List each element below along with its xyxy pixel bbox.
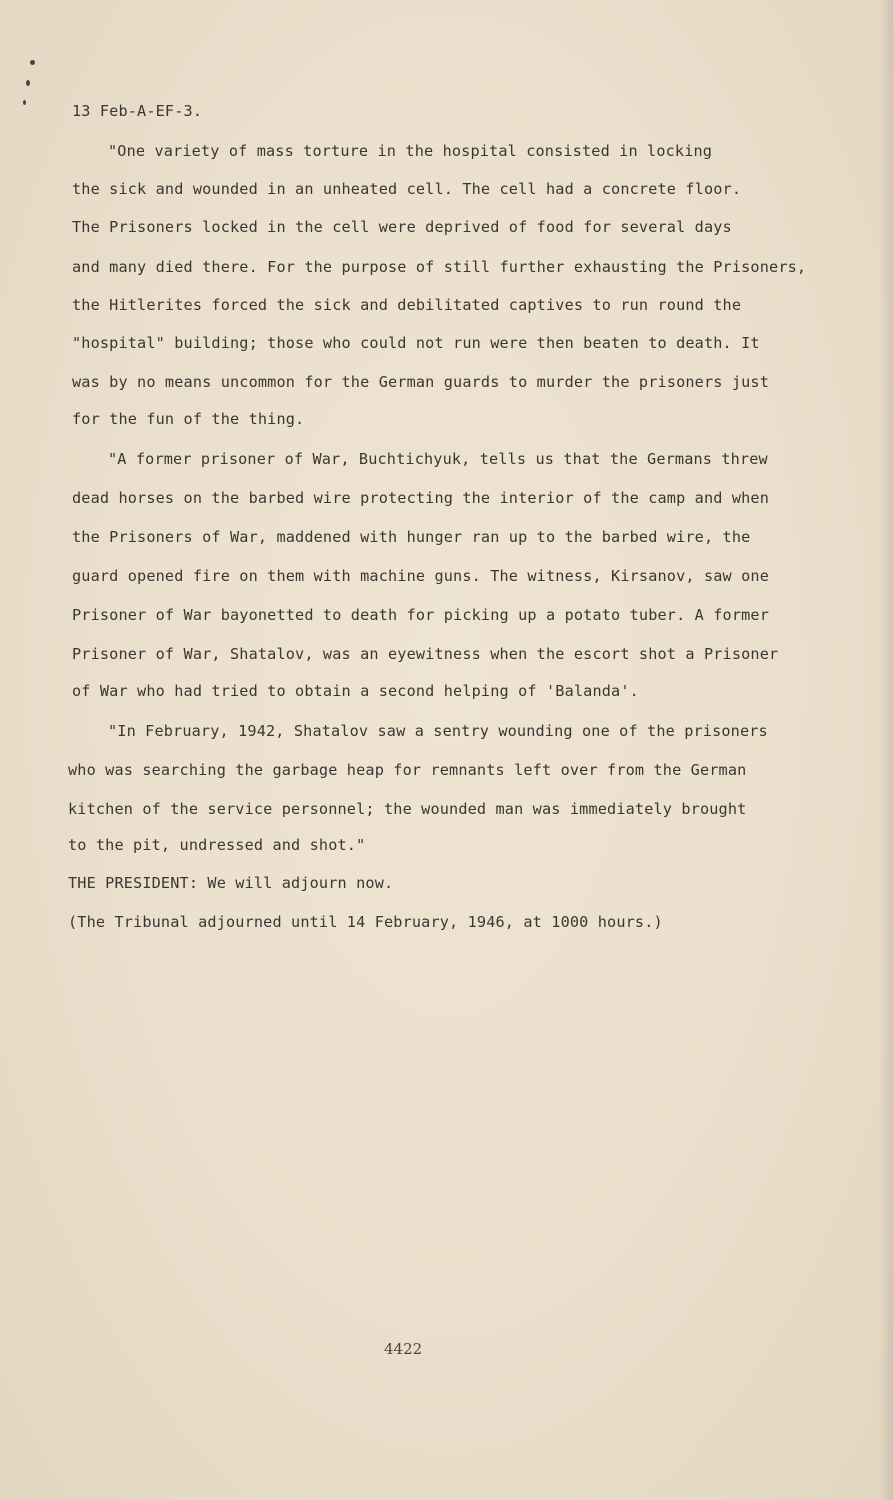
text-line: THE PRESIDENT: We will adjourn now. <box>68 874 394 892</box>
text-line: Prisoner of War, Shatalov, was an eyewitness when the escort shot a Prisoner <box>72 645 779 663</box>
text-line: for the fun of the thing. <box>72 410 305 428</box>
document-header: 13 Feb-A-EF-3. <box>72 102 203 120</box>
text-line: and many died there. For the purpose of still further exhausting the Prisoners, <box>72 258 807 276</box>
text-line: dead horses on the barbed wire protecting the interior of the camp and when <box>72 489 770 507</box>
text-line: who was searching the garbage heap for remnants left over from the German <box>68 761 747 779</box>
text-line: "One variety of mass torture in the hospital consisted in locking <box>108 142 713 160</box>
text-line: "A former prisoner of War, Buchtichyuk, tells us that the Germans threw <box>108 450 768 468</box>
text-line: the Prisoners of War, maddened with hunger ran up to the barbed wire, the <box>72 528 751 546</box>
text-line: of War who had tried to obtain a second helping of 'Balanda'. <box>72 682 639 700</box>
text-line: "hospital" building; those who could not run were then beaten to death. It <box>72 334 760 352</box>
text-line: kitchen of the service personnel; the wounded man was immediately brought <box>68 800 747 818</box>
text-line: to the pit, undressed and shot." <box>68 836 366 854</box>
page-number: 4422 <box>384 1340 423 1358</box>
text-line: Prisoner of War bayonetted to death for picking up a potato tuber. A former <box>72 606 770 624</box>
text-line: the Hitlerites forced the sick and debilitated captives to run round the <box>72 296 742 314</box>
text-line: was by no means uncommon for the German guards to murder the prisoners just <box>72 373 770 391</box>
text-line: (The Tribunal adjourned until 14 February, 1946, at 1000 hours.) <box>68 913 663 931</box>
text-line: The Prisoners locked in the cell were deprived of food for several days <box>72 218 732 236</box>
text-line: "In February, 1942, Shatalov saw a sentry wounding one of the prisoners <box>108 722 768 740</box>
margin-speck <box>30 60 35 65</box>
page-edge-shadow <box>879 0 893 1500</box>
margin-speck <box>26 80 30 86</box>
text-line: guard opened fire on them with machine guns. The witness, Kirsanov, saw one <box>72 567 770 585</box>
margin-speck <box>23 100 26 105</box>
text-line: the sick and wounded in an unheated cell. The cell had a concrete floor. <box>72 180 742 198</box>
